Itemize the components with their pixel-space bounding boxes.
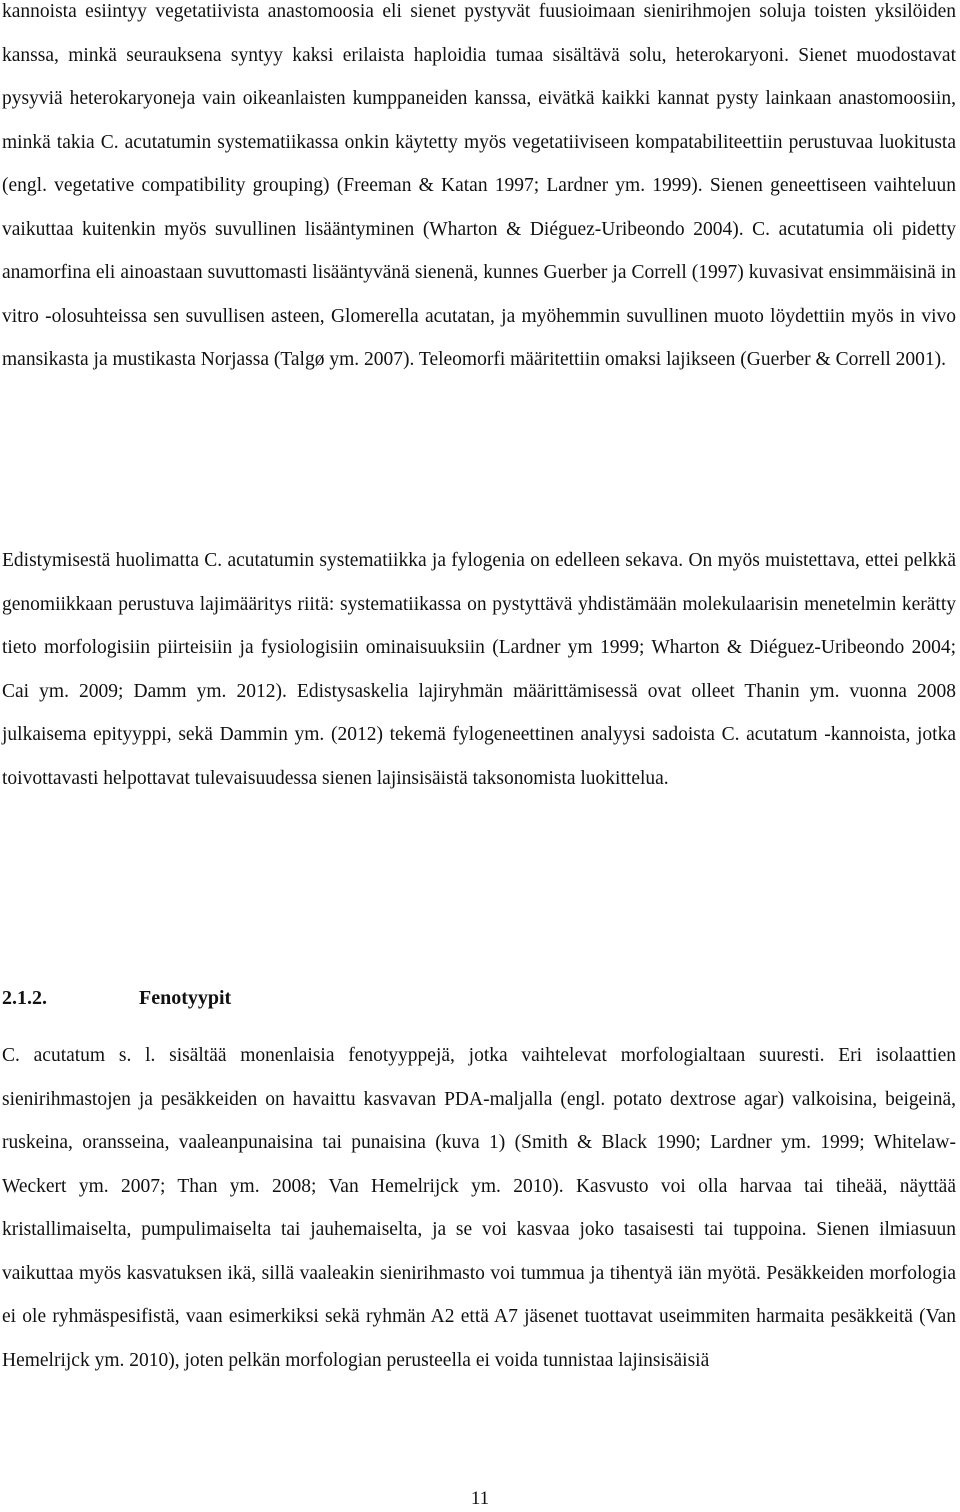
paragraph-anastomosis: kannoista esiintyy vegetatiivista anastomoosia eli sienet pystyvät fuusioimaan sienirihmojen soluja toisten yksilöiden kanssa, minkä seurauksena syntyy kaksi erilaista haploidia tumaa sisältävä solu, heterokaryoni. Sienet muodostavat pysyviä heterokaryoneja vain oikeanlaisten kumppaneiden kanssa, eivätkä kaikki kannat pysty lainkaan anastomoosiin, minkä takia C. acutatumin systematiikassa onkin käytetty myös vegetatiiviseen kompatabiliteettiin perustuvaa luokitusta (engl. vegetative compatibility grouping) (Freeman & Katan 1997; Lardner ym. 1999). Sienen geneettiseen vaihteluun vaikuttaa kuitenkin myös suvullinen lisääntyminen (Wharton & Diéguez-Uribeondo 2004). C. acutatumia oli pidetty anamorfina eli ainoastaan suvuttomasti lisääntyvänä sienenä, kunnes Guerber ja Correll (1997) kuvasivat ensimmäisinä in vitro -olosuhteissa sen suvullisen asteen, Glomerella acutatan, ja myöhemmin suvullinen muoto löydettiin myös in vivo mansikasta ja mustikasta Norjassa (Talgø ym. 2007). Teleomorfi määritettiin omaksi lajikseen (Guerber & Correll 2001). — [2, 1, 956, 370]
section-number: 2.1.2. — [2, 987, 47, 1009]
section-title: Fenotyypit — [139, 987, 232, 1009]
paragraph-phenotypes: C. acutatum s. l. sisältää monenlaisia fenotyyppejä, jotka vaihtelevat morfologialtaan suuresti. Eri isolaattien sienirihmastojen ja pesäkkeiden on havaittu kasvavan PDA-maljalla (engl. potato dextrose agar) valkoisina, beigeinä, ruskeina, oransseina, vaaleanpunaisina tai punaisina (kuva 1) (Smith & Black 1990; Lardner ym. 1999; Whitelaw-Weckert ym. 2007; Than ym. 2008; Van Hemelrijck ym. 2010). Kasvusto voi olla harvaa tai tiheää, näyttää kristallimaiselta, pumpulimaiselta tai jauhemaiselta, ja se voi kasvaa joko tasaisesti tai tuppoina. Sienen ilmiasuun vaikuttaa myös kasvatuksen ikä, sillä vaaleakin sienirihmasto voi tummua ja tihentyä iän myötä. Pesäkkeiden morfologia ei ole ryhmäspesifistä, vaan esimerkiksi sekä ryhmän A2 että A7 jäsenet tuottavat useimmiten harmaita pesäkkeitä (Van Hemelrijck ym. 2010), joten pelkän morfologian perusteella ei voida tunnistaa lajinsisäisiä — [2, 1045, 956, 1371]
page-number: 11 — [470, 1488, 490, 1509]
section-heading — [2, 978, 231, 1018]
paragraph-systematics: Edistymisestä huolimatta C. acutatumin systematiikka ja fylogenia on edelleen sekava. On myös muistettava, ettei pelkkä genomiikkaan perustuva lajimääritys riitä: systematiikassa on pystyttävä yhdistämään molekulaarisin menetelmin kerätty tieto morfologisiin piirteisiin ja fysiologisiin ominaisuuksiin (Lardner ym 1999; Wharton & Diéguez-Uribeondo 2004; Cai ym. 2009; Damm ym. 2012). Edistysaskelia lajiryhmän määrittämisessä ovat olleet Thanin ym. vuonna 2008 julkaisema epityyppi, sekä Dammin ym. (2012) tekemä fylogeneettinen analyysi sadoista C. acutatum -kannoista, jotka toivottavasti helpottavat tulevaisuudessa sienen lajinsisäistä taksonomista luokittelua. — [2, 550, 956, 789]
